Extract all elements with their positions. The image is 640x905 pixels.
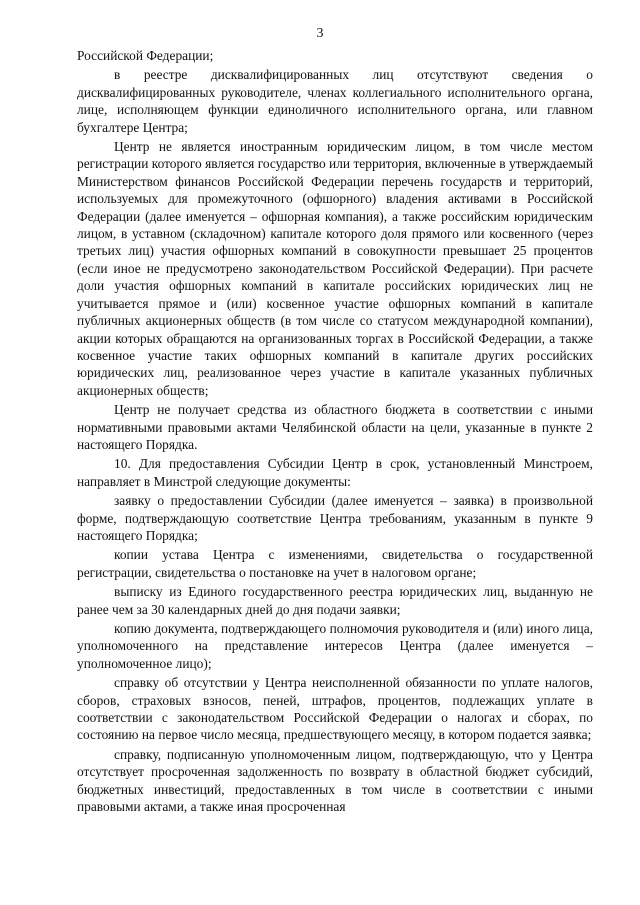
paragraph-disqualified-registry: в реестре дисквалифицированных лиц отсутствуют сведения о дисквалифицированных руководителе, членах коллегиального исполнительного органа, лице, исполняющем функции единоличного исполнительного органа, или главном бухгалтере Центра; xyxy=(77,67,593,135)
paragraph-registry-extract: выписку из Единого государственного реестра юридических лиц, выданную не ранее чем за 30 календарных дней до дня подачи заявки; xyxy=(77,584,593,617)
paragraph-application: заявку о предоставлении Субсидии (далее именуется – заявка) в произвольной форме, подтверждающую соответствие Центра требованиям, указанным в пункте 9 настоящего Порядка; xyxy=(77,493,593,543)
paragraph-offshore-status: Центр не является иностранным юридическим лицом, в том числе местом регистрации которого является государство или территория, включенные в утверждаемый Министерством финансов Российской Федерации перечень государств и территорий, используемых для промежуточного (офшорного) владения активами в Российской Федерации (далее именуется – офшорная компания), а также российским юридическим лицом, в уставном (складочном) капитале которого доля прямого или косвенного (через третьих лиц) участия офшорных компаний в совокупности превышает 25 процентов (если иное не предусмотрено законодательством Российской Федерации). При расчете доли участия офшорных компаний в капитале российских юридических лиц не учитывается прямое и (или) косвенное участие офшорных компаний в капитале публичных акционерных обществ (в том числе со статусом международной компании), акции которых обращаются на организованных торгах в Российской Федерации, а также косвенное участие таких офшорных компаний в капитале других российских юридических лиц, реализованное через участие в капитале указанных публичных акционерных обществ; xyxy=(77,139,593,398)
paragraph-tax-certificate: справку об отсутствии у Центра неисполненной обязанности по уплате налогов, сборов, страховых взносов, пеней, штрафов, процентов, подлежащих уплате в соответствии с законодательством Российской Федерации о налогах и сборах, по состоянию на первое число месяца, предшествующего месяцу, в котором подается заявка; xyxy=(77,675,593,743)
paragraph-authority-document: копию документа, подтверждающего полномочия руководителя и (или) иного лица, уполномоченного на представление интересов Центра (далее именуется – уполномоченное лицо); xyxy=(77,621,593,671)
paragraph-continuation: Российской Федерации; xyxy=(77,48,214,63)
document-body xyxy=(77,47,593,817)
page-number: 3 xyxy=(316,26,324,41)
paragraph-no-regional-funds: Центр не получает средства из областного бюджета в соответствии с иными нормативными правовыми актами Челябинской области на цели, указанные в пункте 2 настоящего Порядка. xyxy=(77,402,593,452)
paragraph-item-10: 10. Для предоставления Субсидии Центр в срок, установленный Минстроем, направляет в Минстрой следующие документы: xyxy=(77,456,593,489)
paragraph-charter-copies: копии устава Центра с изменениями, свидетельства о государственной регистрации, свидетельства о постановке на учет в налоговом органе; xyxy=(77,547,593,580)
paragraph-debt-certificate: справку, подписанную уполномоченным лицом, подтверждающую, что у Центра отсутствует просроченная задолженность по возврату в областной бюджет субсидий, бюджетных инвестиций, предоставленных в том числе в соответствии с иными правовыми актами, а также иная просроченная xyxy=(77,746,593,815)
